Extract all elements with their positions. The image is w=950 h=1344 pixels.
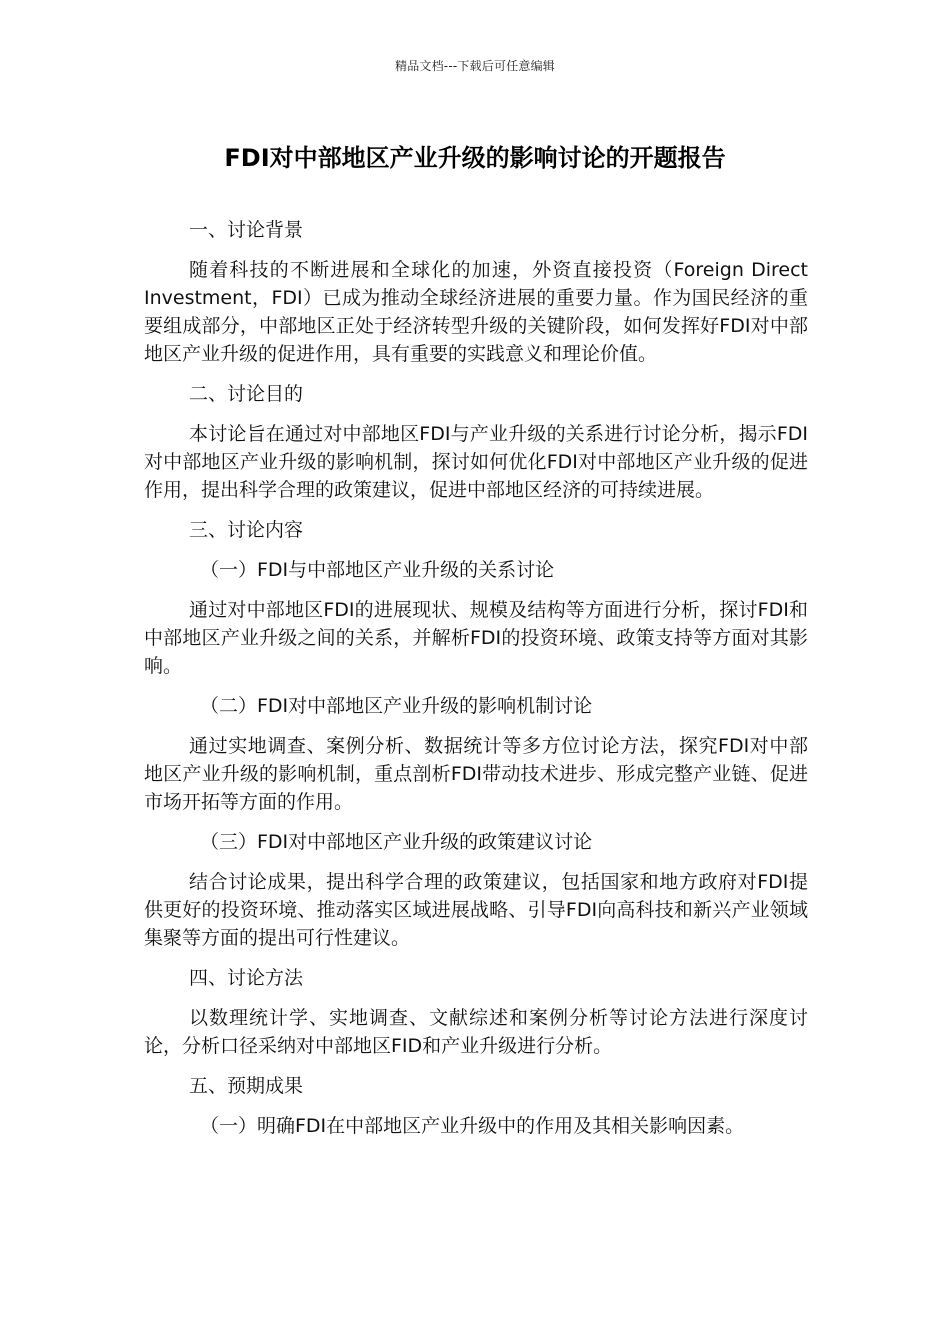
page-header: 精品文档---下载后可任意编辑 <box>395 59 555 73</box>
subsection-heading-policy: （三）FDI对中部地区产业升级的政策建议讨论 <box>200 831 593 853</box>
section-heading-content: 三、讨论内容 <box>189 519 304 541</box>
document-title: FDI对中部地区产业升级的影响讨论的开题报告 <box>224 144 726 172</box>
subsection-heading-mechanism: （二）FDI对中部地区产业升级的影响机制讨论 <box>200 695 593 717</box>
section-heading-method: 四、讨论方法 <box>189 967 304 989</box>
subsection-heading-results-1: （一）明确FDI在中部地区产业升级中的作用及其相关影响因素。 <box>200 1115 745 1137</box>
paragraph-purpose: 本讨论旨在通过对中部地区FDI与产业升级的关系进行讨论分析，揭示FDI对中部地区产业升级的影响机制，探讨如何优化FDI对中部地区产业升级的促进作用，提出科学合理的政策建议，促进中部地区经济的可持续进展。 <box>144 423 808 501</box>
paragraph-policy: 结合讨论成果，提出科学合理的政策建议，包括国家和地方政府对FDI提供更好的投资环境、推动落实区域进展战略、引导FDI向高科技和新兴产业领域集聚等方面的提出可行性建议。 <box>144 871 808 949</box>
paragraph-background: 随着科技的不断进展和全球化的加速，外资直接投资（Foreign Direct Investment，FDI）已成为推动全球经济进展的重要力量。作为国民经济的重要组成部分，中部地区正处于经济转型升级的关键阶段，如何发挥好FDI对中部地区产业升级的促进作用，具有重要的实践意义和理论价值。 <box>144 259 808 365</box>
document-body <box>144 216 808 1152</box>
paragraph-relationship: 通过对中部地区FDI的进展现状、规模及结构等方面进行分析，探讨FDI和中部地区产业升级之间的关系，并解析FDI的投资环境、政策支持等方面对其影响。 <box>144 599 808 677</box>
section-heading-results: 五、预期成果 <box>189 1075 304 1097</box>
section-heading-background: 一、讨论背景 <box>189 219 304 241</box>
paragraph-mechanism: 通过实地调查、案例分析、数据统计等多方位讨论方法，探究FDI对中部地区产业升级的影响机制，重点剖析FDI带动技术进步、形成完整产业链、促进市场开拓等方面的作用。 <box>144 735 808 813</box>
paragraph-method: 以数理统计学、实地调查、文献综述和案例分析等讨论方法进行深度讨论，分析口径采纳对中部地区FID和产业升级进行分析。 <box>144 1007 808 1057</box>
subsection-heading-relationship: （一）FDI与中部地区产业升级的关系讨论 <box>200 559 555 581</box>
section-heading-purpose: 二、讨论目的 <box>189 383 304 405</box>
